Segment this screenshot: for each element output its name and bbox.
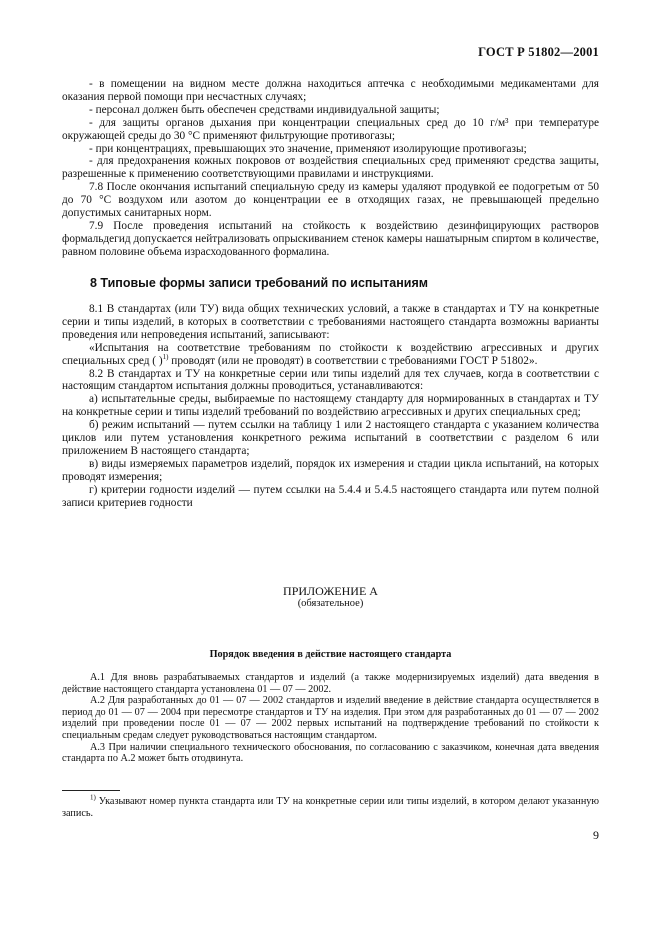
- clause-8-2-v: в) виды измеряемых параметров изделий, порядок их измерения и стадии цикла испытаний, на которых проводят измерения;: [62, 457, 599, 483]
- list-item: - при концентрациях, превышающих это значение, применяют изолирующие противогазы;: [89, 142, 527, 155]
- clause-8-1: 8.1 В стандартах (или ТУ) вида общих технических условий, а также в стандартах и ТУ на конкретные серии и типы изделий, в которых в соответствии с требованиями настоящего стандарта возможны варианты проведения или непроведения испытаний, записывают:: [62, 303, 599, 341]
- list-item: - в помещении на видном месте должна находиться аптечка с необходимыми медикаментами для оказания первой помощи при несчастных случаях;: [62, 78, 599, 103]
- section-7-continued: [62, 78, 599, 259]
- footnote-ref: 1): [162, 352, 169, 361]
- clause-7-9: 7.9 После проведения испытаний на стойкость к воздействию дезинфицирующих растворов формальдегид допускается нейтрализовать опрыскиванием стенок камеры нашатырным спиртом в количестве, равном половине объема израсходованного формалина.: [62, 219, 599, 258]
- clause-7-8: 7.8 После окончания испытаний специальную среду из камеры удаляют продувкой ее подогретым от 50 до 70 °С воздухом или азотом до концентрации ее в отходящих газах, не превышающей предельно допустимых санитарных норм.: [62, 181, 599, 220]
- document-code-header: ГОСТ Р 51802—2001: [478, 45, 599, 59]
- quote-text-end: проводят (или не проводят) в соответствии с требованиями ГОСТ Р 51802».: [168, 354, 538, 367]
- appendix-body: [62, 672, 599, 765]
- list-item: - для предохранения кожных покровов от воздействия специальных сред применяют средства защиты, разрешенные к применению соответствующими правилами и инструкциями.: [62, 155, 599, 181]
- footnote-mark: 1): [90, 793, 96, 802]
- list-item: - персонал должен быть обеспечен средствами индивидуальной защиты;: [89, 103, 440, 116]
- appendix-heading: Порядок введения в действие настоящего стандарта: [209, 649, 452, 660]
- clause-a-1: А.1 Для вновь разрабатываемых стандартов и изделий (а также модернизируемых изделий) дата введения в действие настоящего стандарта установлена 01 — 07 — 2002.: [62, 672, 599, 695]
- page-number: 9: [593, 828, 599, 842]
- footnote-divider: [62, 790, 120, 791]
- clause-8-2: 8.2 В стандартах и ТУ на конкретные серии или типы изделий для тех случаев, когда в соответствии с настоящим стандартом испытания должны проводиться, устанавливаются:: [62, 367, 599, 393]
- clause-8-1-quote: [62, 342, 599, 368]
- clause-a-3: А.3 При наличии специального технического обоснования, по согласованию с заказчиком, конечная дата введения стандарта по А.2 может быть отодвинута.: [62, 741, 599, 765]
- footnote: [62, 793, 599, 819]
- section-8-title: 8 Типовые формы записи требований по испытаниям: [90, 276, 428, 290]
- list-item: - для защиты органов дыхания при концентрации специальных сред до 10 г/м³ при температуре окружающей среды до 30 °С применяют фильтрующие противогазы;: [62, 116, 599, 142]
- clause-8-2-b: б) режим испытаний — путем ссылки на таблицу 1 или 2 настоящего стандарта с указанием количества циклов или путем установления конкретного режима испытаний в соответствии с разделом 6 или приложением В настоящего стандарта;: [62, 419, 599, 457]
- clause-8-2-a: а) испытательные среды, выбираемые по настоящему стандарту для нормированных в стандартах и ТУ на конкретные серии и типы изделий требований по воздействию агрессивных и других специальных сред;: [62, 393, 599, 419]
- appendix-title: ПРИЛОЖЕНИЕ А: [283, 584, 378, 598]
- footnote-body: Указывают номер пункта стандарта или ТУ на конкретные серии или типы изделий, в котором делают указанную запись.: [62, 796, 599, 819]
- section-8-body: [62, 303, 599, 510]
- clause-a-2: А.2 Для разработанных до 01 — 07 — 2002 стандартов и изделий введение в действие стандарта осуществляется в период до 01 — 07 — 2004 при пересмотре стандартов и ТУ на изделия. При этом для разработанных до 01 — 07 — 2002 изделий при проведении после 01 — 07 — 2002 первых испытаний на подтверждение требований по стойкости к специальным средам следует руководствоваться настоящим стандартом.: [62, 695, 599, 741]
- quote-text-start: «Испытания на соответствие требованиям по стойкости к воздействию агрессивных и других специальных сред ( ): [62, 341, 599, 367]
- appendix-status: (обязательное): [297, 598, 364, 609]
- clause-8-2-g: г) критерии годности изделий — путем ссылки на 5.4.4 и 5.4.5 настоящего стандарта или путем полной записи критериев годности: [62, 483, 599, 509]
- footnote-text: [62, 793, 599, 819]
